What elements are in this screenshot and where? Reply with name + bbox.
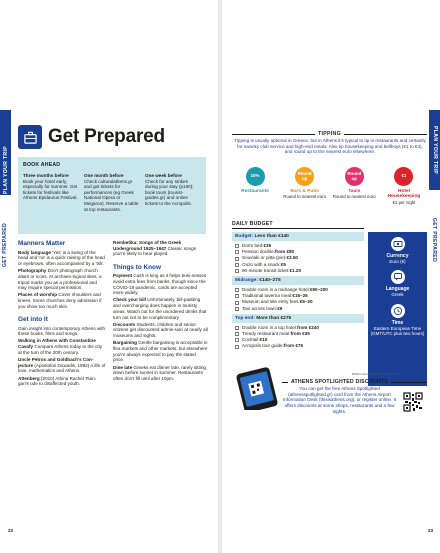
tip-sub: €1 per night [392,199,416,205]
photo-credit: BRIAN GALAVAN/SHUTTERSTOCK © [352,372,401,376]
smartphone-photo [234,366,282,415]
budget-item: Taxi across town: €9 [232,306,364,312]
budget-item: Trendy restaurant meal: from €35 [232,331,364,337]
tip-circle: €1 [394,167,413,186]
info-title-language: Language [385,286,410,293]
book-ahead-col-one-month [84,173,140,212]
tipping-title: TIPPING [318,131,341,137]
speech-bubble-icon [391,270,405,284]
info-box [368,232,427,386]
currency-icon [391,237,405,251]
book-ahead-columns [23,173,201,212]
budget-item: Cocktail: €10 [232,337,364,343]
budget-item: Double room in a top hotel: from €240 [232,325,364,331]
budget-item: Double room in a midrange hotel: €90–200 [232,287,364,293]
title-row [18,125,165,149]
side-tab-label: PLAN YOUR TRIP [431,126,438,174]
qr-code-icon [403,392,423,417]
budget-item: Pension double: from €80 [232,249,364,255]
tip-circle: 10% [246,167,265,186]
tip-circle: Round up [295,167,314,186]
book-ahead-title: BOOK AHEAD [23,162,61,168]
paragraph-check-bill: Check your bill Unfortunately, bill-padding and overcharging does happen in touristy areas. Watch out for the unordered drinks that turn out not to be complimentary. [113,297,207,320]
checkbox-icon [235,250,239,254]
budget-item: Dorm bed: €35 [232,243,364,249]
left-page [0,0,218,553]
checkbox-icon [235,244,239,248]
paragraph-walking-in-athens: Walking in Athens with Constantine Cavafy Compare Athens today to the city at the turn of the 20th century. [18,338,103,355]
checkbox-icon [235,257,239,261]
info-value-time: Eastern European Time (GMT/UTC plus two hours) [370,325,425,337]
suitcase-icon [18,125,42,149]
paragraph-body-language: Body language 'Yes' is a swing of the head and 'no' is a quick raising of the head or eyebrows, often accompanied by a 'tsk'. [18,249,105,266]
budget-item: Acropolis tour guide: from €75 [232,343,364,349]
paragraph-payment: Payment Cash is king as it helps busi-nesses avoid extra fees from banks, though since the COVID-19 pandemic, cards are accepted more widely. [113,273,207,296]
daily-budget-title: DAILY BUDGET [232,221,364,229]
page-number-left: 22 [8,528,14,533]
book-col-text: Check for any strikes during your stay (p160); book tours (tourist-guides.gr) and online tickets to the Acropolis. [145,178,194,206]
checkbox-icon [235,301,239,305]
budget-item: 90-minute transit ticket: €1.20 [232,268,364,274]
side-tab-get-prepared-right[interactable] [429,195,440,285]
section-heading-get-into-it: Get into It [18,316,48,324]
budget-tier-top-end: Top end: More than €275 [232,314,364,323]
budget-item: Museum and site entry fees: €5–20 [232,299,364,305]
budget-item: Traditional taverna meal: €15–25 [232,293,364,299]
checkbox-icon [235,288,239,292]
book-ahead-box [18,157,206,234]
info-value-language: Greek [391,292,404,298]
discounts-title: ATHENS SPOTLIGHTED DISCOUNTS [291,379,388,385]
side-tab-plan-your-trip-right[interactable] [429,110,440,190]
checkbox-icon [235,345,239,349]
tipping-header [232,131,427,137]
book-ahead-col-three-months [23,173,79,212]
checkbox-icon [235,307,239,311]
checkbox-icon [235,338,239,342]
tip-label: Taxis [348,189,361,194]
paragraph-rembetika: Rembetika: Songs of the Greek Underground 1925–1947 Classic songs you're likely to hear played. [113,240,196,257]
section-heading-manners: Manners Matter [18,240,66,247]
budget-tier-budget: Budget: Less than €140 [232,232,364,241]
budget-tier-midrange: Midrange: €140–275 [232,276,364,285]
tip-item-taxis [331,167,377,205]
tipping-text: Tipping is usually optional in Greece, but in Athens it's typical to tip in restaurants and certainly for swanky club service and high-end meals. Also tip housekeeping and bellboys (€1 to €3), and round up to the nearest euro elsewhere. [234,138,426,155]
text-column-b [113,240,208,383]
clock-icon [391,304,405,318]
tip-label: Restaurants [241,189,269,194]
checkbox-icon [235,326,239,330]
discounts-text: You can get the free Athens Spotlighted (athensspotlighted.gr) card from the Athens Airport Information Desk (thisisathens.org), or register online. It offers discounts at some shops, restaurants and a few sights. [282,386,397,414]
info-value-currency: Euro (€) [389,259,406,264]
tip-item-housekeeping [381,167,427,205]
checkbox-icon [235,294,239,298]
text-column-a [18,240,106,389]
tip-item-restaurants [232,167,278,205]
tip-circle: Round up [345,167,364,186]
tip-label: Bars & Pubs [290,189,319,194]
tipping-items [232,167,427,205]
checkbox-icon [235,269,239,273]
side-tab-label: GET PREPARED [431,217,438,263]
info-title-time: Time [391,319,404,326]
tip-item-bars [282,167,328,205]
paragraph-dine-late: Dine late Greeks eat dinner late, rarely sitting down before sunset in summer. Restaurants often don't fill until after 10pm. [113,364,206,382]
side-tab-label: PLAN YOUR TRIP [2,146,9,194]
tip-sub: Round to nearest euro [283,194,327,200]
paragraph-discounts: Discounts Students, children and senior citizens get discounted admis-sion at nearly all museums and sights. [113,321,208,339]
paragraph-uncle-petros: Uncle Petros and Goldbach's Con-jecture (Apostolos Doxiadis; 1992) A life of love, mathematics and Athens. [18,357,106,374]
page-title: Get Prepared [48,126,165,147]
paragraph-bargaining: Bargaining Gentle bargaining is acceptable in flea markets and other markets, but elsewhere you're always expected to pay the stated price. [113,340,208,363]
page-number-right: 23 [428,528,434,533]
tip-sub: Round to nearest euro [332,194,376,200]
paragraph-worship: Places of worship Cover shoulders and knees. Some churches deny admission if you show too much skin. [18,292,102,309]
paragraph-attenberg: Attenberg (2010) Athina Rachel Tsan-gari's ode to disaffected youth. [18,375,97,387]
daily-budget [232,221,364,350]
book-col-title: One week before [145,173,182,178]
info-title-currency: Currency [386,253,409,259]
book-col-title: Three months before [23,173,69,178]
checkbox-icon [235,263,239,267]
paragraph-get-into-it-intro: Gain insight into contemporary Athens with these books, films and songs. [18,325,106,337]
checkbox-icon [235,332,239,336]
right-page [222,0,440,553]
book-col-text: Check culturalathens.gr and get tickets for performances (eg Greek National Opera or Megaron). Reserve a table at top restaurants. [84,178,139,212]
book-col-title: One month before [84,173,124,178]
side-tab-get-prepared[interactable] [0,195,11,295]
side-tab-label: GET PREPARED [2,222,9,268]
book-col-text: Book your hotel early, especially for summer. Get tickets for festivals like Athens Epidaurus Festival. [23,178,78,201]
budget-item: Souvlaki or pitta (pie): €3.50 [232,255,364,261]
discounts-header [282,379,427,385]
section-heading-things-to-know: Things to Know [113,263,161,271]
budget-item: Ouzo with a snack: €5 [232,262,364,268]
book-ahead-col-one-week [145,173,201,212]
paragraph-photography: Photography Don't photograph church altars or icons. At archaeo-logical sites, a tripod marks you as a professional and may require special permission. [18,268,102,291]
tip-label: Hotel Housekeeping [387,189,421,200]
